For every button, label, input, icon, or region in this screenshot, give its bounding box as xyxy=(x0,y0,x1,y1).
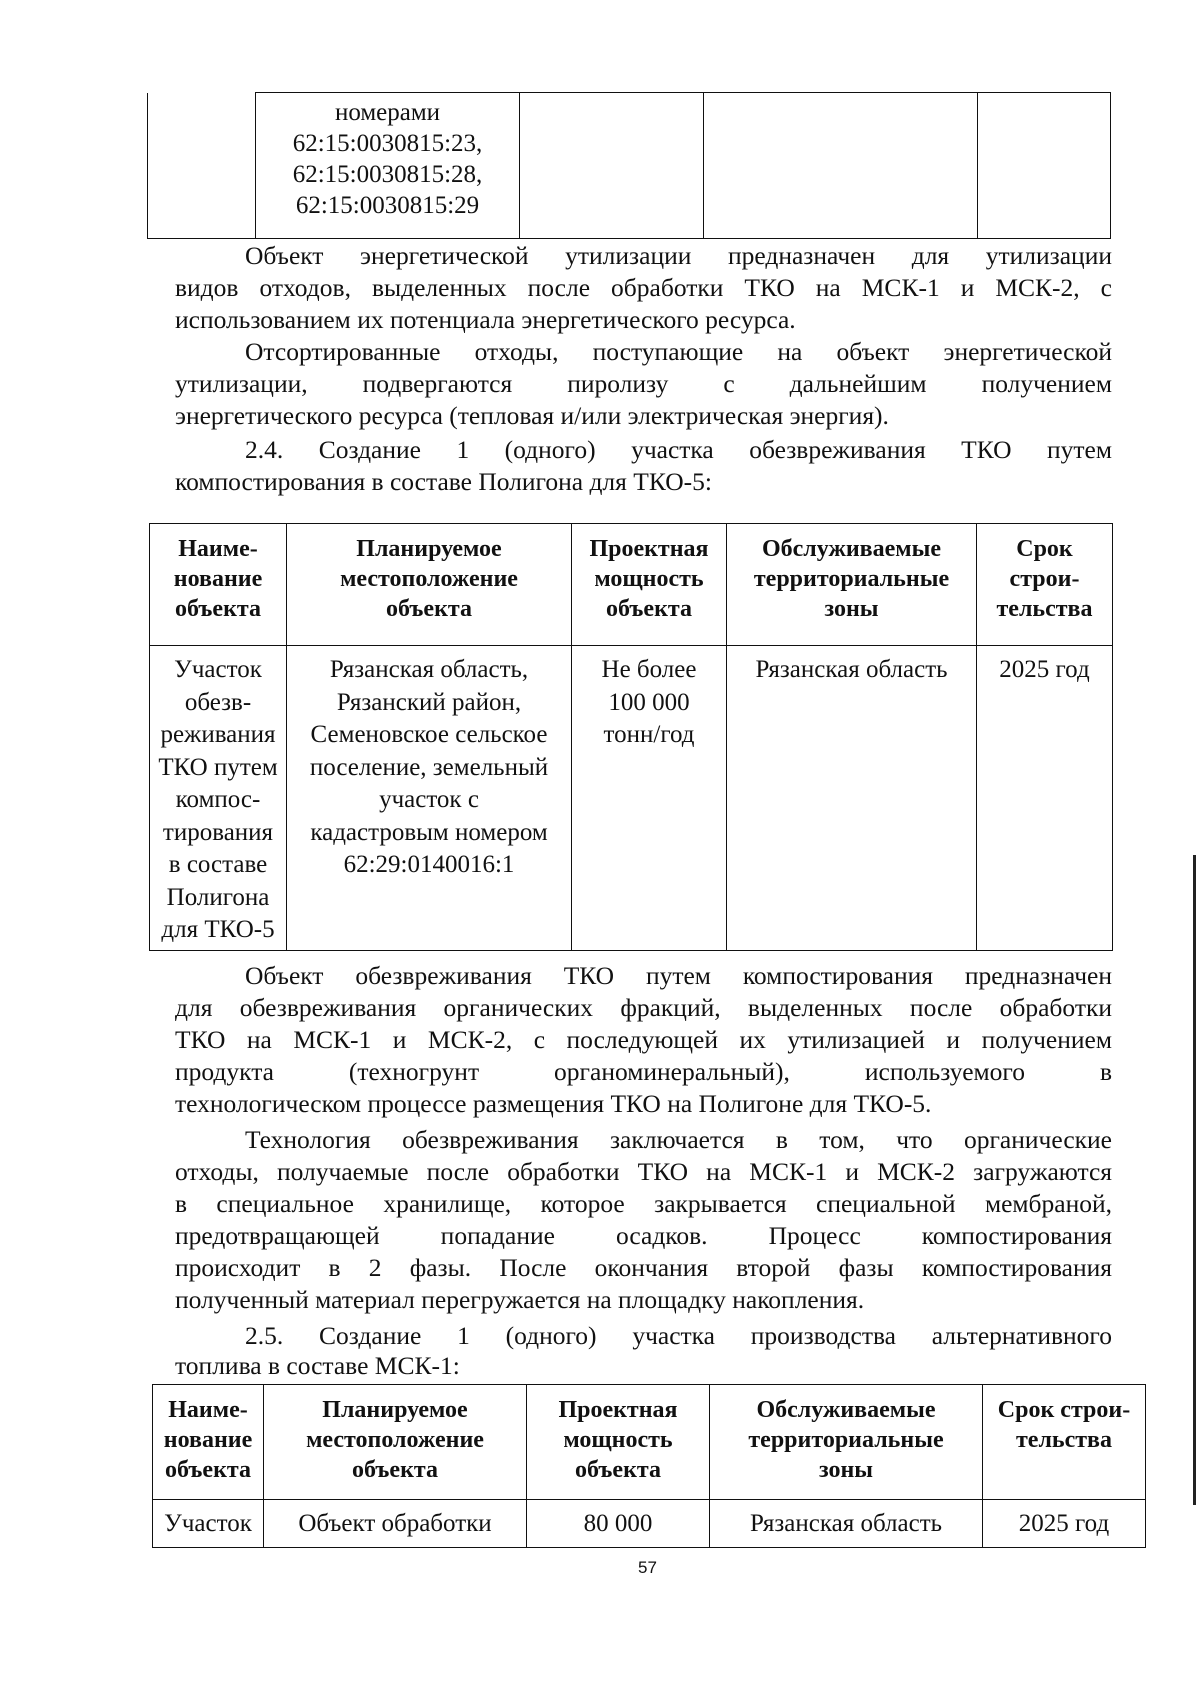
table-alternative-fuel xyxy=(152,1384,1146,1548)
para4-line6: полученный материал перегружается на площадку накопления. xyxy=(175,1285,865,1314)
table-composting xyxy=(149,523,1113,951)
table1-cell-capacity: Не более 100 000 тонн/год xyxy=(572,646,727,951)
top-table-fragment xyxy=(147,92,1111,239)
table1-cell-name: Участок обезв- реживания ТКО путем компос- тирования в составе Полигона для ТКО-5 xyxy=(150,646,287,951)
table2-cell-name: Участок xyxy=(153,1500,264,1548)
para4-line1: Технология обезвреживания заключается в том, что органические xyxy=(245,1125,1112,1154)
para4-line2: отходы, получаемые после обработки ТКО на МСК-1 и МСК-2 загружаются xyxy=(175,1157,1112,1186)
para1-line2: видов отходов, выделенных после обработки ТКО на МСК-1 и МСК-2, с xyxy=(175,273,1112,302)
table2-cell-zones: Рязанская область xyxy=(710,1500,983,1548)
top-table-cell-empty-3 xyxy=(520,93,704,239)
para4-line4: предотвращающей попадание осадков. Процесс компостирования xyxy=(175,1221,1112,1250)
page-number: 57 xyxy=(638,1558,657,1577)
table2-header-location: Планируемое местоположение объекта xyxy=(264,1385,527,1500)
table2-header-name: Наиме- нование объекта xyxy=(153,1385,264,1500)
top-table-cell-empty-1 xyxy=(148,93,256,239)
top-table-cadastral-cell xyxy=(256,93,520,239)
para3-line4: продукта (техногрунт органоминеральный), используемого в xyxy=(175,1057,1112,1086)
section-2-4-line2: компостирования в составе Полигона для ТКО-5: xyxy=(175,467,712,496)
table2-header-zones: Обслуживаемые территориальные зоны xyxy=(710,1385,983,1500)
table2-cell-location: Объект обработки xyxy=(264,1500,527,1548)
section-2-5-line2: топлива в составе МСК-1: xyxy=(175,1351,460,1380)
section-2-5-line1: 2.5. Создание 1 (одного) участка производства альтернативного xyxy=(245,1321,1112,1350)
table1-header-name: Наиме- нование объекта xyxy=(150,524,287,646)
scan-edge-line xyxy=(1193,855,1196,1505)
table1-header-capacity: Проектная мощность объекта xyxy=(572,524,727,646)
table2-header-capacity: Проектная мощность объекта xyxy=(527,1385,710,1500)
table1-cell-zones: Рязанская область xyxy=(727,646,977,951)
para2-line3: энергетического ресурса (тепловая и/или электрическая энергия). xyxy=(175,401,889,430)
table1-header-term: Срок строи- тельства xyxy=(977,524,1113,646)
top-table-cell-empty-4 xyxy=(704,93,978,239)
table1-header-zones: Обслуживаемые территориальные зоны xyxy=(727,524,977,646)
table-row xyxy=(153,1500,1146,1548)
table1-cell-term: 2025 год xyxy=(977,646,1113,951)
para1-line3: использованием их потенциала энергетического ресурса. xyxy=(175,305,796,334)
table1-header-row xyxy=(150,524,1113,646)
table2-cell-term: 2025 год xyxy=(983,1500,1146,1548)
table-row xyxy=(150,646,1113,951)
para3-line2: для обезвреживания органических фракций, выделенных после обработки xyxy=(175,993,1112,1022)
section-2-4-line1: 2.4. Создание 1 (одного) участка обезвреживания ТКО путем xyxy=(245,435,1112,464)
table2-header-row xyxy=(153,1385,1146,1500)
table1-cell-location: Рязанская область, Рязанский район, Семеновское сельское поселение, земельный участок с кадастровым номером 62:29:0140016:1 xyxy=(287,646,572,951)
cell-line: номерами xyxy=(334,99,441,126)
cell-line: 62:15:0030815:28, xyxy=(292,161,483,188)
para3-line3: ТКО на МСК-1 и МСК-2, с последующей их утилизацией и получением xyxy=(175,1025,1112,1054)
para3-line5: технологическом процессе размещения ТКО на Полигоне для ТКО-5. xyxy=(175,1089,932,1118)
para2-line1: Отсортированные отходы, поступающие на объект энергетической xyxy=(245,337,1112,366)
table2-cell-capacity: 80 000 xyxy=(527,1500,710,1548)
table1-header-location: Планируемое местоположение объекта xyxy=(287,524,572,646)
cell-line: 62:15:0030815:23, xyxy=(292,130,483,157)
top-table-cell-empty-5 xyxy=(978,93,1111,239)
para4-line5: происходит в 2 фазы. После окончания второй фазы компостирования xyxy=(175,1253,1112,1282)
cell-line: 62:15:0030815:29 xyxy=(295,192,480,219)
table2-header-term: Срок строи- тельства xyxy=(983,1385,1146,1500)
para4-line3: в специальное хранилище, которое закрывается специальной мембраной, xyxy=(175,1189,1112,1218)
para3-line1: Объект обезвреживания ТКО путем компостирования предназначен xyxy=(245,961,1112,990)
para2-line2: утилизации, подвергаются пиролизу с дальнейшим получением xyxy=(175,369,1112,398)
para1-line1: Объект энергетической утилизации предназначен для утилизации xyxy=(245,241,1112,270)
